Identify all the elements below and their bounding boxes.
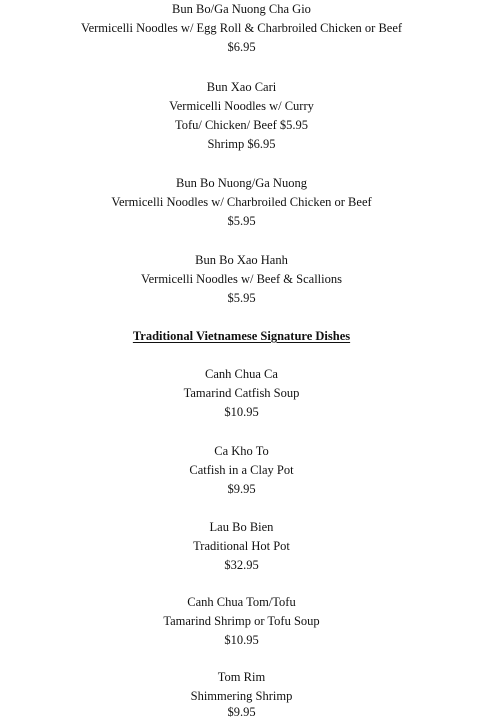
menu-item-price: $9.95	[227, 482, 256, 496]
menu-item-price: $10.95	[224, 405, 259, 419]
menu-item-name: Ca Kho To	[214, 444, 269, 458]
menu-item-description: Traditional Hot Pot	[193, 539, 290, 553]
menu-item-price: $5.95	[227, 291, 256, 305]
menu-item-description: Vermicelli Noodles w/ Curry	[169, 99, 314, 113]
menu-item-name: Canh Chua Ca	[205, 367, 278, 381]
menu-item-name: Tom Rim	[217, 670, 266, 684]
menu-item-description: Catfish in a Clay Pot	[189, 463, 294, 477]
menu-item-price: $10.95	[224, 633, 259, 647]
menu-item-description: Shimmering Shrimp	[190, 689, 293, 703]
menu-item-option: Shrimp $6.95	[207, 137, 276, 151]
menu-item-price: $32.95	[224, 558, 259, 572]
menu-item-name: Bun Bo Nuong/Ga Nuong	[176, 176, 307, 190]
menu-item-name: Canh Chua Tom/Tofu	[187, 595, 296, 609]
menu-item-name: Bun Xao Cari	[206, 80, 277, 94]
menu-item-name: Lau Bo Bien	[209, 520, 274, 534]
menu-item-description: Tamarind Catfish Soup	[183, 386, 300, 400]
menu-item-description: Tamarind Shrimp or Tofu Soup	[163, 614, 320, 628]
menu-item-option: Tofu/ Chicken/ Beef $5.95	[174, 118, 309, 132]
menu-item-price: $6.95	[227, 40, 256, 54]
section-heading: Traditional Vietnamese Signature Dishes	[132, 329, 351, 343]
menu-item-name: Bun Bo/Ga Nuong Cha Gio	[172, 2, 311, 16]
menu-item-description: Vermicelli Noodles w/ Beef & Scallions	[140, 272, 342, 286]
menu-item-description: Vermicelli Noodles w/ Charbroiled Chicken or Beef	[111, 195, 372, 209]
menu-item-description: Vermicelli Noodles w/ Egg Roll & Charbroiled Chicken or Beef	[80, 21, 403, 35]
menu-item-price: $5.95	[227, 214, 256, 228]
menu-item-price: $9.95	[227, 705, 256, 719]
menu-item-name: Bun Bo Xao Hanh	[195, 253, 288, 267]
